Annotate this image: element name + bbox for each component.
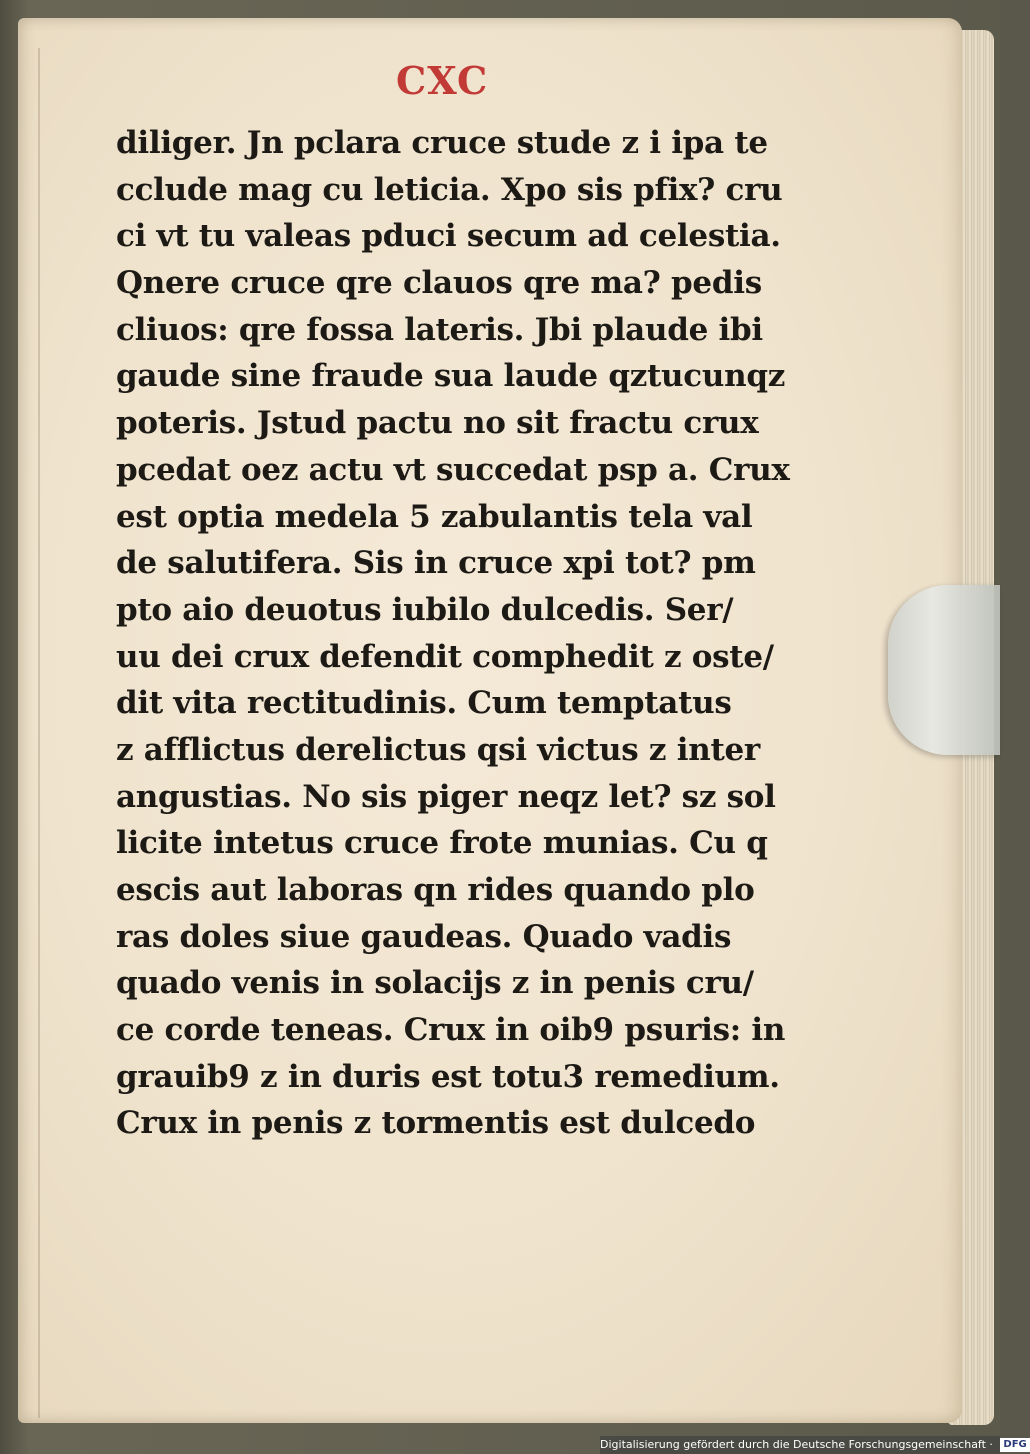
text-line: ras doles siue gaudeas. Quado vadis [116, 918, 732, 955]
text-line: ce corde teneas. Crux in oib9 psuris: in [116, 1012, 786, 1049]
text-line: uu dei crux defendit comphedit z oste/ [116, 638, 774, 675]
text-line: grauib9 z in duris est totu3 remedium. [116, 1058, 780, 1095]
text-line: diliger. Jn pclara cruce stude z i ipa te [116, 125, 768, 161]
text-line: z afflictus derelictus qsi victus z inter [116, 731, 760, 768]
text-line: pcedat oez actu vt succedat psp a. Crux [116, 451, 790, 488]
text-line: licite intetus cruce frote munias. Cu q [116, 825, 768, 862]
digitization-footer [600, 1436, 1027, 1454]
footer-credit: Digitalisierung gefördert durch die Deutsche Forschungsgemeinschaft · [600, 1438, 993, 1451]
text-line: gaude sine fraude sua laude qztucunqz [116, 358, 785, 395]
book-clasp [888, 585, 1000, 755]
text-line: escis aut laboras qn rides quando plo [116, 872, 755, 908]
text-line: Crux in penis z tormentis est dulcedo [116, 1105, 756, 1142]
text-block [116, 120, 790, 1147]
folio-number: CXC [396, 58, 489, 103]
text-line: angustias. No sis piger neqz let? sz sol [116, 778, 776, 815]
text-line: poteris. Jstud pactu no sit fractu crux [116, 405, 759, 442]
text-line: quado venis in solacijs z in penis cru/ [116, 965, 754, 1002]
dfg-logo-icon: DFG [1000, 1438, 1029, 1452]
text-line: est optia medela 5 zabulantis tela val [116, 498, 753, 535]
text-line: cclude mag cu leticia. Xpo sis pfix? cru [116, 171, 783, 208]
gutter-line [38, 48, 40, 1418]
text-line: de salutifera. Sis in cruce xpi tot? pm [116, 545, 756, 582]
text-line: pto aio deuotus iubilo dulcedis. Ser/ [116, 591, 734, 628]
text-line: dit vita rectitudinis. Cum temptatus [116, 685, 732, 722]
text-line: ci vt tu valeas pduci secum ad celestia. [116, 218, 781, 255]
text-line: cliuos: qre fossa lateris. Jbi plaude ibi [116, 311, 763, 348]
text-line: Qnere cruce qre clauos qre ma? pedis [116, 265, 762, 302]
